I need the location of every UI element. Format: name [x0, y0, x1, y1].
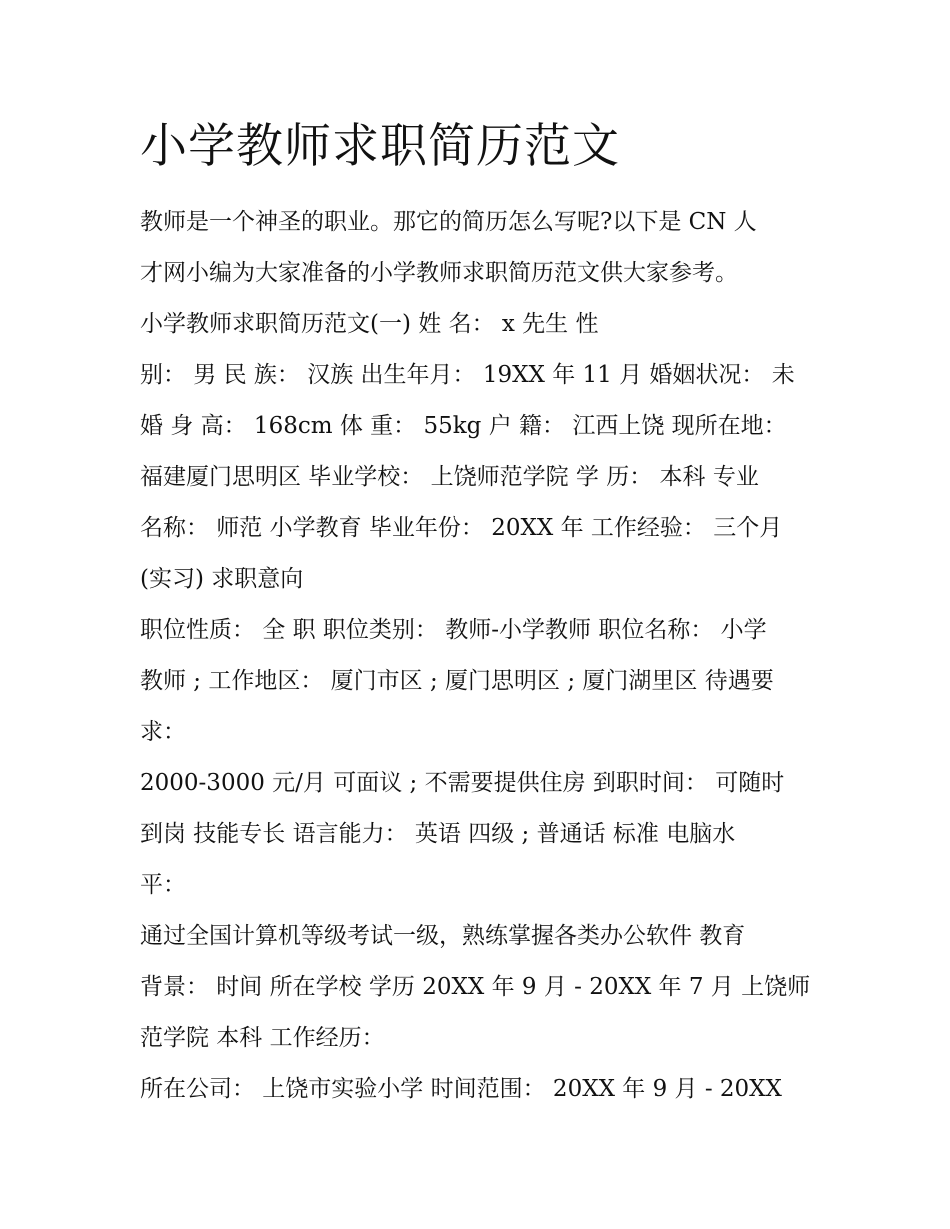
body-line-17: 范学院 本科 工作经历： — [140, 1025, 385, 1051]
body-line-16: 背景： 时间 所在学校 学历 20XX 年 9 月 - 20XX 年 7 月 上饶师 — [140, 974, 811, 1000]
body-line-8: (实习) 求职意向 — [140, 566, 304, 592]
body-line-6: 福建厦门思明区 毕业学校： 上饶师范学院 学 历： 本科 专业 — [140, 464, 759, 490]
body-line-12: 2000-3000 元/月 可面议 ; 不需要提供住房 到职时间： 可随时 — [140, 770, 785, 796]
body-line-4: 别： 男 民 族： 汉族 出生年月： 19XX 年 11 月 婚姻状况： 未 — [140, 362, 795, 388]
body-line-9: 职位性质： 全 职 职位类别： 教师-小学教师 职位名称： 小学 — [140, 617, 767, 643]
body-line-5: 婚 身 高： 168cm 体 重： 55kg 户 籍： 江西上饶 现所在地： — [140, 413, 787, 439]
body-line-14: 平： — [140, 872, 186, 898]
document-body — [140, 197, 820, 1115]
body-line-18: 所在公司： 上饶市实验小学 时间范围： 20XX 年 9 月 - 20XX — [140, 1076, 782, 1102]
body-line-1: 教师是一个神圣的职业。那它的简历怎么写呢?以下是 CN 人 — [140, 209, 757, 235]
body-line-11: 求： — [140, 719, 186, 745]
body-line-10: 教师 ; 工作地区： 厦门市区 ; 厦门思明区 ; 厦门湖里区 待遇要 — [140, 668, 774, 694]
document-title: 小学教师求职简历范文 — [140, 119, 620, 174]
body-line-15: 通过全国计算机等级考试一级，熟练掌握各类办公软件 教育 — [140, 923, 746, 949]
body-line-3: 小学教师求职简历范文(一) 姓 名： x 先生 性 — [140, 311, 599, 337]
body-line-13: 到岗 技能专长 语言能力： 英语 四级 ; 普通话 标准 电脑水 — [140, 821, 736, 847]
body-line-7: 名称： 师范 小学教育 毕业年份： 20XX 年 工作经验： 三个月 — [140, 515, 783, 541]
body-line-2: 才网小编为大家准备的小学教师求职简历范文供大家参考。 — [140, 260, 738, 286]
